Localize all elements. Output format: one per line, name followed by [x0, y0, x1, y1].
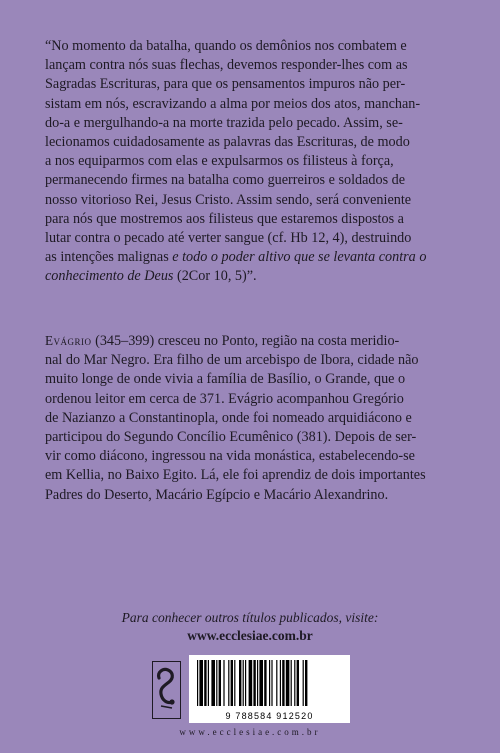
barcode-bar — [211, 660, 215, 706]
quote-line: do-a e mergulhando-a na morte trazida pelo pecado. Assim, se- — [45, 114, 403, 131]
barcode-bar — [243, 660, 244, 706]
quote-line: “No momento da batalha, quando os demônios nos combatem e — [45, 38, 407, 54]
quote-line: sistam em nós, escravizando a alma por meios dos atos, manchan- — [45, 95, 421, 112]
barcode-bar — [228, 660, 229, 706]
quote-reference: (2Cor 10, 5)”. — [173, 268, 257, 285]
barcode-bar — [297, 660, 299, 706]
isbn-barcode — [189, 655, 350, 723]
bio-line: muito longe de onde vivia a família de Basílio, o Grande, que o — [45, 371, 406, 388]
bio-line: Padres do Deserto, Macário Egípcio e Macário Alexandrino. — [45, 486, 389, 503]
barcode-bar — [231, 660, 233, 706]
barcode-bar — [294, 660, 295, 706]
publisher-promo — [0, 609, 500, 645]
barcode-bar — [208, 660, 209, 706]
bio-text: (345–399) cresceu no Ponto, região na costa meridio- — [91, 333, 400, 349]
promo-url-link[interactable]: www.ecclesiae.com.br — [187, 628, 313, 643]
bio-line: participou do Segundo Concílio Ecumênico (381). Depois de ser- — [45, 429, 417, 446]
barcode-bar — [271, 660, 272, 706]
promo-invite: Para conhecer outros títulos publicados, visite: — [121, 610, 379, 625]
barcode-bar — [199, 660, 203, 706]
quote-citation-italic: e todo o poder altivo que se levanta contra o — [172, 249, 427, 266]
barcode-bar — [216, 660, 217, 706]
bio-line: nal do Mar Negro. Era filho de um arcebispo de Ibora, cidade não — [45, 352, 419, 369]
footer-site-link[interactable]: www.ecclesiae.com.br — [179, 727, 321, 737]
quote-line — [45, 248, 457, 267]
barcode-bar — [259, 660, 263, 706]
barcode-bar — [197, 660, 198, 706]
barcode-bar — [280, 660, 281, 706]
barcode-bar — [234, 660, 235, 706]
barcode-bar — [282, 660, 284, 706]
quote-line: Sagradas Escrituras, para que os pensamentos impuros não per- — [45, 76, 406, 93]
quote-line: a nos equiparmos com elas e expulsarmos os filisteus à força, — [45, 153, 394, 170]
quote-line: para nós que mostremos aos filisteus que estaremos dispostos a — [45, 210, 404, 227]
bio-line: vir como diácono, ingressou na vida monástica, estabelecendo-se — [45, 448, 415, 465]
quote-line: lançam contra nós suas flechas, devemos responder-lhes com as — [45, 57, 408, 74]
quote-line: nosso vitorioso Rei, Jesus Cristo. Assim sendo, será conveniente — [45, 191, 412, 208]
barcode-bar — [269, 660, 270, 706]
barcode-bar — [291, 660, 292, 706]
quote-citation-italic: conhecimento de Deus — [45, 268, 174, 285]
author-bio — [45, 331, 457, 505]
bio-line: de Nazianzo a Constantinopla, onde foi nomeado arquidiácono e — [45, 409, 412, 426]
ecclesiae-publisher-logo-icon — [152, 661, 181, 719]
quote-line: lutar contra o pecado até verter sangue (cf. Hb 12, 4), destruindo — [45, 230, 412, 247]
barcode-bar — [253, 660, 255, 706]
author-name: Evágrio — [45, 333, 92, 348]
bio-line: ordenou leitor em cerca de 371. Evágrio acompanhou Gregório — [45, 390, 404, 407]
barcode-bar — [257, 660, 258, 706]
bio-line — [45, 331, 457, 351]
quote-line: lecionamos cuidadosamente as palavras das Escrituras, de modo — [45, 134, 410, 151]
isbn-digits: 9 788584 912520 — [225, 711, 314, 721]
barcode-bar — [223, 660, 224, 706]
barcode-bar — [204, 660, 206, 706]
barcode-bar — [305, 660, 307, 706]
barcode-bar — [276, 660, 277, 706]
barcode-bar — [219, 660, 221, 706]
quote-block — [45, 37, 457, 287]
quote-text: as intenções malignas — [45, 249, 173, 266]
quote-line — [45, 267, 457, 286]
bio-line: em Kellia, no Baixo Egito. Lá, ele foi aprendiz de dois importantes — [45, 467, 426, 484]
barcode-bar — [249, 660, 253, 706]
barcode-bar — [264, 660, 266, 706]
barcode-bar — [245, 660, 246, 706]
barcode-bar — [239, 660, 241, 706]
barcode-bar — [286, 660, 290, 706]
quote-line: permanecendo firmes na batalha como guerreiros e soldados de — [45, 172, 406, 189]
barcode-bar — [303, 660, 304, 706]
